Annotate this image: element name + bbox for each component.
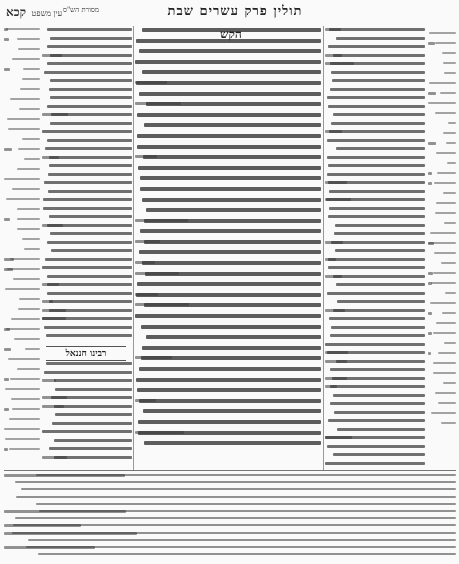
text-line: [325, 341, 425, 348]
text-line: [135, 365, 321, 374]
text-line: [135, 217, 321, 226]
text-line: [135, 301, 321, 310]
text-line: [135, 259, 321, 268]
bottom-commentary: [4, 472, 456, 562]
text-line: [4, 116, 40, 121]
text-line: [42, 264, 132, 271]
text-line: [4, 386, 40, 391]
text-line: [42, 298, 132, 305]
text-line: [428, 30, 456, 35]
text-line: [4, 266, 40, 271]
text-line: [42, 111, 132, 118]
text-line: [428, 320, 456, 325]
text-line: [325, 460, 425, 467]
text-line: [42, 247, 132, 254]
text-line: [42, 94, 132, 101]
text-line: [325, 145, 425, 152]
text-line: [4, 472, 456, 477]
text-line: [428, 180, 456, 185]
text-line: [42, 137, 132, 144]
text-line: [325, 179, 425, 186]
text-line: [325, 86, 425, 93]
text-line: [325, 332, 425, 339]
text-line: [42, 411, 132, 418]
text-line: [135, 206, 321, 215]
text-line: [135, 90, 321, 99]
text-line: [428, 400, 456, 405]
right-margin-notes: [428, 30, 456, 430]
text-line: [135, 100, 321, 109]
text-line: [42, 103, 132, 110]
text-line: [325, 128, 425, 135]
text-line: [42, 179, 132, 186]
text-line: [135, 121, 321, 130]
text-line: [325, 162, 425, 169]
opening-word: הקש: [220, 27, 242, 41]
text-line: [42, 239, 132, 246]
text-line: [325, 26, 425, 33]
text-line: [4, 366, 40, 371]
text-line: [325, 137, 425, 144]
text-line: [135, 79, 321, 88]
text-line: [325, 230, 425, 237]
text-line: [42, 35, 132, 42]
text-line: [135, 248, 321, 257]
text-line: [4, 508, 456, 513]
text-line: [325, 111, 425, 118]
text-line: [42, 69, 132, 76]
text-line: [428, 270, 456, 275]
text-line: [325, 443, 425, 450]
text-line: [135, 333, 321, 342]
text-line: [4, 196, 40, 201]
left-column-header: מסורת הש"ס: [62, 6, 100, 14]
text-line: [4, 46, 40, 51]
text-line: [325, 358, 425, 365]
text-line: [135, 196, 321, 205]
text-line: [428, 80, 456, 85]
text-line: [135, 47, 321, 56]
rabbeinu-chananel-column: [42, 360, 132, 468]
text-line: [135, 164, 321, 173]
text-line: [135, 344, 321, 353]
text-line: [42, 86, 132, 93]
text-line: [4, 544, 456, 549]
text-line: [4, 486, 456, 491]
text-line: [325, 52, 425, 59]
text-line: [135, 323, 321, 332]
text-line: [42, 205, 132, 212]
text-line: [4, 256, 40, 261]
text-line: [4, 186, 40, 191]
text-line: [42, 77, 132, 84]
text-line: [42, 273, 132, 280]
text-line: [135, 418, 321, 427]
text-line: [325, 417, 425, 424]
text-line: [325, 43, 425, 50]
text-line: [42, 281, 132, 288]
text-line: [42, 290, 132, 297]
text-line: [4, 479, 456, 484]
text-line: [42, 60, 132, 67]
text-line: [42, 420, 132, 427]
text-line: [325, 154, 425, 161]
text-line: [135, 68, 321, 77]
text-line: [428, 210, 456, 215]
text-line: [428, 330, 456, 335]
text-line: [135, 291, 321, 300]
text-line: [42, 332, 132, 339]
text-line: [4, 376, 40, 381]
left-margin-notes: [4, 26, 40, 456]
text-line: [42, 43, 132, 50]
text-line: [4, 306, 40, 311]
text-line: [428, 170, 456, 175]
text-line: [4, 522, 456, 527]
text-line: [428, 50, 456, 55]
text-line: [135, 111, 321, 120]
text-line: [428, 340, 456, 345]
section-label: רבינו חננאל: [46, 346, 126, 361]
text-line: [4, 166, 40, 171]
text-line: [135, 280, 321, 289]
text-line: [325, 307, 425, 314]
text-line: [428, 420, 456, 425]
text-line: [135, 439, 321, 448]
folio-number: קכא: [6, 5, 26, 19]
text-line: [135, 376, 321, 385]
text-line: [4, 296, 40, 301]
text-line: [325, 451, 425, 458]
text-line: [325, 409, 425, 416]
text-line: [4, 66, 40, 71]
text-line: [135, 174, 321, 183]
text-line: [325, 213, 425, 220]
text-line: [428, 290, 456, 295]
text-line: [4, 126, 40, 131]
text-line: [428, 410, 456, 415]
text-line: [4, 346, 40, 351]
text-line: [135, 386, 321, 395]
text-line: [135, 312, 321, 321]
text-line: [42, 171, 132, 178]
text-line: [4, 226, 40, 231]
text-line: [4, 146, 40, 151]
text-line: [4, 246, 40, 251]
text-line: [325, 205, 425, 212]
text-line: [135, 354, 321, 363]
text-line: [325, 247, 425, 254]
text-line: [42, 145, 132, 152]
text-line: [4, 396, 40, 401]
text-line: [4, 416, 40, 421]
text-line: [135, 397, 321, 406]
text-line: [42, 256, 132, 263]
text-line: [4, 156, 40, 161]
text-line: [42, 403, 132, 410]
text-line: [428, 260, 456, 265]
text-line: [4, 76, 40, 81]
tosafot-column: [42, 26, 132, 344]
text-line: [4, 96, 40, 101]
text-line: [428, 240, 456, 245]
text-line: [42, 128, 132, 135]
text-line: [42, 162, 132, 169]
text-line: [135, 153, 321, 162]
text-line: [135, 407, 321, 416]
text-line: [428, 40, 456, 45]
text-line: [325, 392, 425, 399]
text-line: [42, 196, 132, 203]
text-line: [42, 188, 132, 195]
text-line: [4, 426, 40, 431]
text-line: [325, 222, 425, 229]
text-line: [428, 230, 456, 235]
text-line: [135, 132, 321, 141]
text-line: [4, 106, 40, 111]
text-line: [4, 436, 40, 441]
text-line: [325, 120, 425, 127]
text-line: [135, 238, 321, 247]
text-line: [325, 171, 425, 178]
text-line: [325, 60, 425, 67]
text-line: [42, 154, 132, 161]
text-line: [428, 360, 456, 365]
text-line: [4, 501, 456, 506]
text-line: [428, 70, 456, 75]
text-line: [325, 256, 425, 263]
text-line: [135, 429, 321, 438]
text-line: [135, 227, 321, 236]
text-line: [4, 286, 40, 291]
text-line: [325, 281, 425, 288]
text-line: [4, 276, 40, 281]
text-line: [4, 537, 456, 542]
text-line: [325, 290, 425, 297]
text-line: [42, 324, 132, 331]
text-line: [4, 494, 456, 499]
gemara-main-column: [135, 26, 321, 468]
text-line: [4, 551, 456, 556]
column-divider: [133, 26, 134, 470]
text-line: [428, 200, 456, 205]
text-line: [428, 90, 456, 95]
text-line: [4, 326, 40, 331]
text-line: [428, 60, 456, 65]
text-line: [42, 230, 132, 237]
text-line: [42, 360, 132, 367]
text-line: [42, 394, 132, 401]
text-line: [4, 356, 40, 361]
text-line: [325, 35, 425, 42]
text-line: [135, 58, 321, 67]
text-line: [4, 236, 40, 241]
text-line: [4, 206, 40, 211]
text-line: [4, 316, 40, 321]
text-line: [4, 56, 40, 61]
text-line: [42, 222, 132, 229]
text-line: [4, 136, 40, 141]
text-line: [325, 366, 425, 373]
text-line: [42, 307, 132, 314]
footer-rule: [4, 470, 456, 471]
text-line: [325, 188, 425, 195]
text-line: [135, 270, 321, 279]
text-line: [4, 216, 40, 221]
text-line: [325, 103, 425, 110]
text-line: [325, 77, 425, 84]
text-line: [135, 185, 321, 194]
text-line: [42, 26, 132, 33]
text-line: [325, 94, 425, 101]
text-line: [325, 400, 425, 407]
text-line: [325, 349, 425, 356]
text-line: [428, 160, 456, 165]
text-line: [42, 386, 132, 393]
text-line: [42, 437, 132, 444]
text-line: [428, 310, 456, 315]
text-line: [325, 273, 425, 280]
text-line: [4, 336, 40, 341]
page-header: [150, 3, 320, 19]
text-line: [42, 52, 132, 59]
text-line: [42, 120, 132, 127]
text-line: [428, 140, 456, 145]
text-line: [325, 324, 425, 331]
text-line: [428, 130, 456, 135]
text-line: [4, 176, 40, 181]
text-line: [428, 110, 456, 115]
text-line: [42, 428, 132, 435]
text-line: [4, 26, 40, 31]
text-line: [325, 315, 425, 322]
text-line: [325, 434, 425, 441]
text-line: [428, 280, 456, 285]
text-line: [135, 143, 321, 152]
text-line: [4, 86, 40, 91]
text-line: [42, 445, 132, 452]
text-line: [325, 375, 425, 382]
text-line: [42, 213, 132, 220]
text-line: [4, 406, 40, 411]
text-line: [325, 298, 425, 305]
text-line: [42, 369, 132, 376]
text-line: [428, 190, 456, 195]
text-line: [428, 250, 456, 255]
page-title: תולין פרק עשרים שבת: [167, 4, 303, 19]
text-line: [428, 220, 456, 225]
text-line: [325, 264, 425, 271]
text-line: [428, 120, 456, 125]
text-line: [428, 350, 456, 355]
text-line: [428, 390, 456, 395]
text-line: [42, 315, 132, 322]
text-line: [325, 196, 425, 203]
text-line: [325, 426, 425, 433]
text-line: [4, 36, 40, 41]
column-divider: [323, 26, 324, 470]
text-line: [4, 530, 456, 535]
text-line: [4, 515, 456, 520]
text-line: [428, 150, 456, 155]
text-line: [428, 380, 456, 385]
text-line: [42, 377, 132, 384]
text-line: [42, 454, 132, 461]
text-line: [428, 370, 456, 375]
text-line: [325, 383, 425, 390]
text-line: [325, 239, 425, 246]
rashi-column: [325, 26, 425, 468]
folio-label: עין משפט: [31, 9, 63, 18]
text-line: [428, 100, 456, 105]
text-line: [325, 69, 425, 76]
text-line: [4, 446, 40, 451]
text-line: [428, 300, 456, 305]
